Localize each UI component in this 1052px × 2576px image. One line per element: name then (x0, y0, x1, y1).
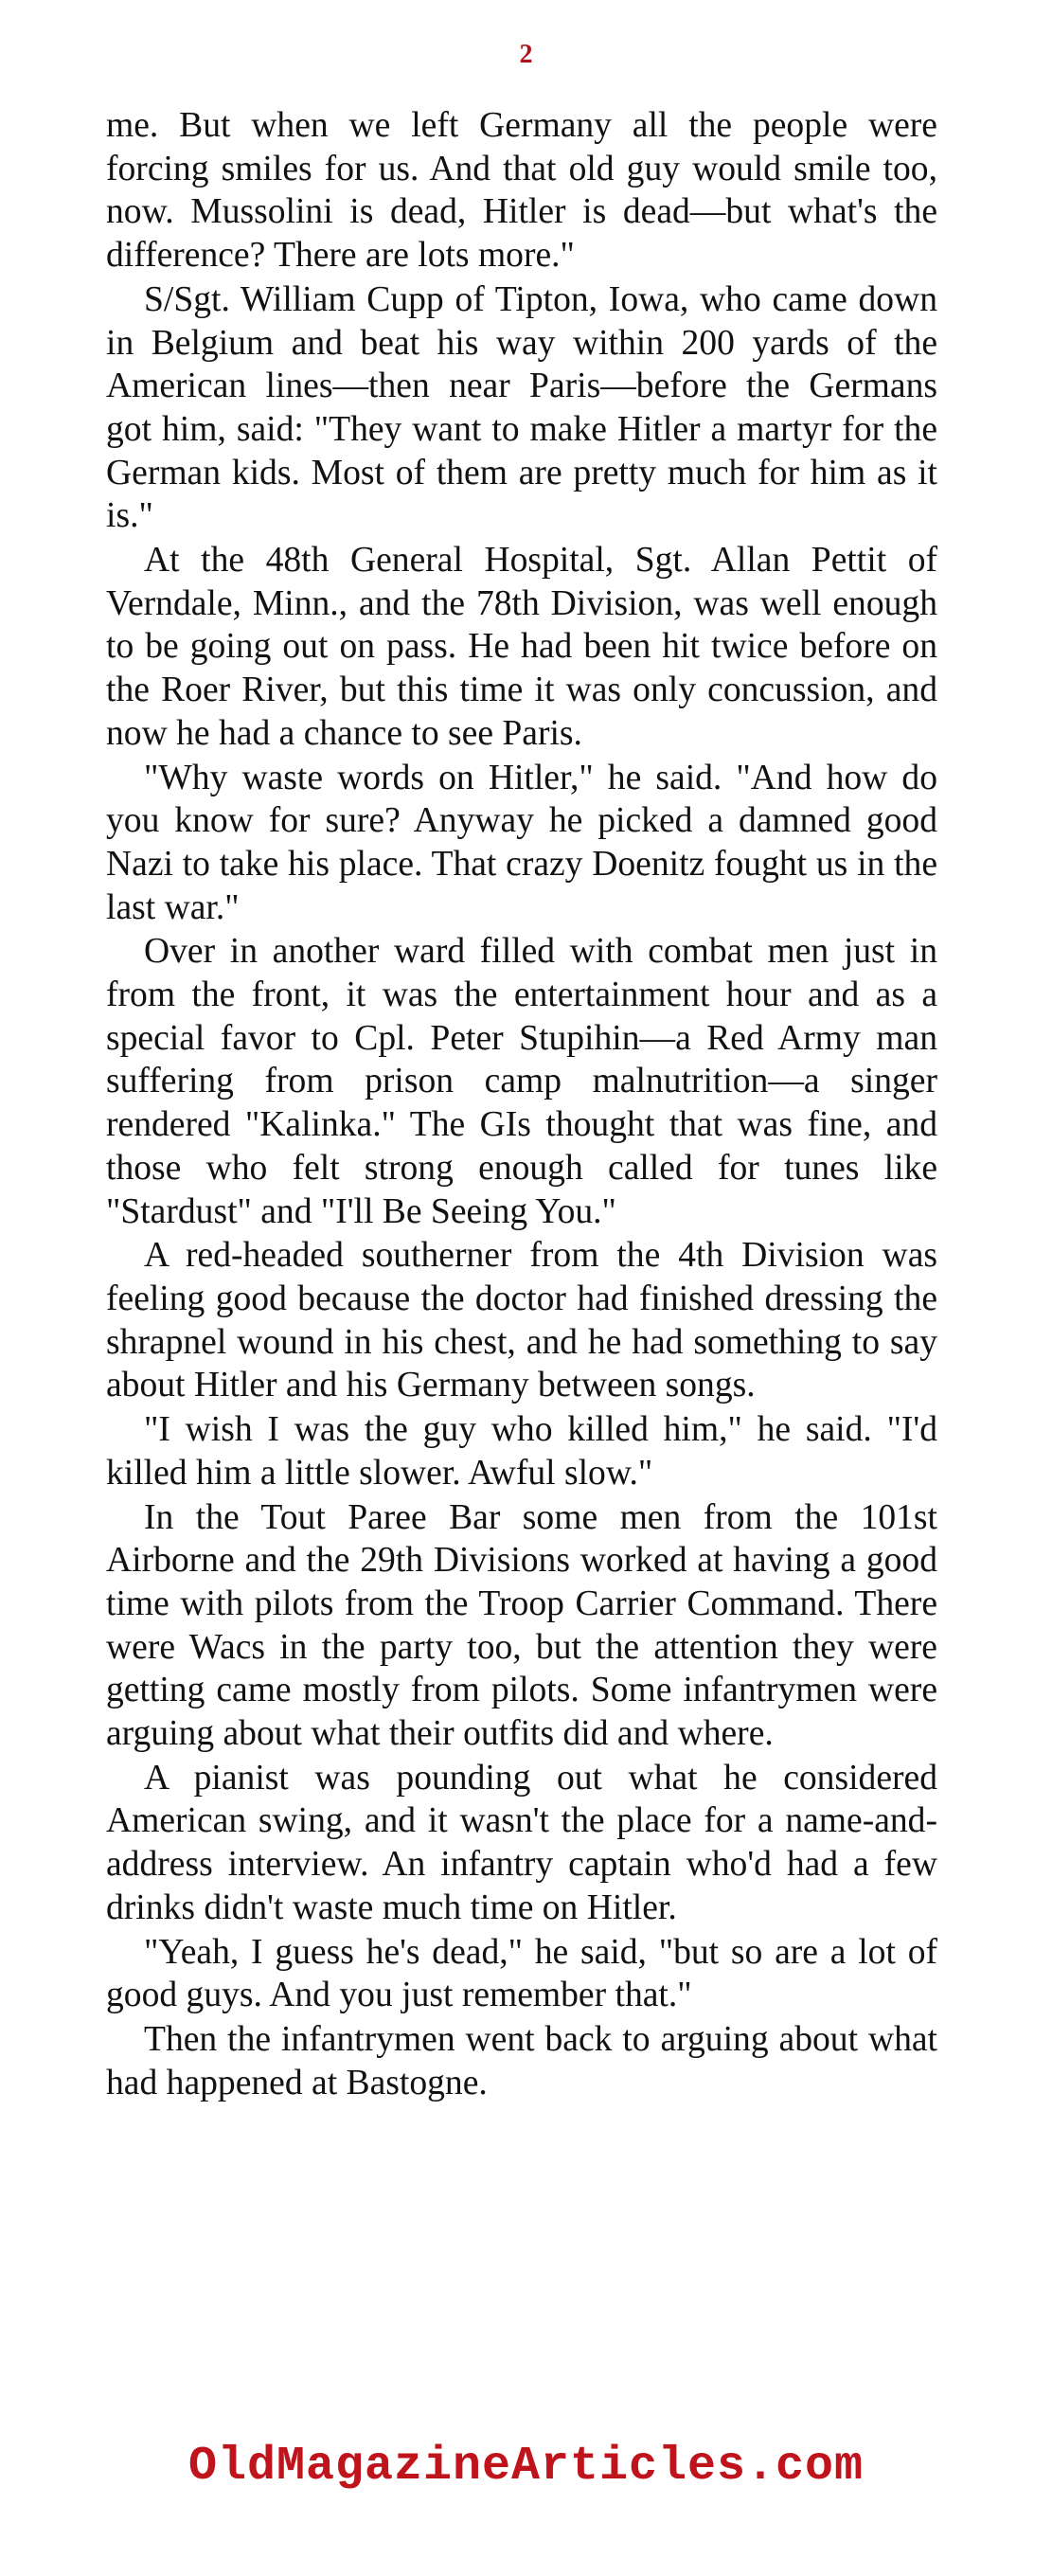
paragraph-closing: Then the infantrymen went back to arguing about what had happened at Bastogne. (106, 2019, 937, 2102)
paragraph-pettit: At the 48th General Hospital, Sgt. Allan Pettit of Verndale, Minn., and the 78th Division, was well enough to be going out on pass. He had been hit twice before on the Roer River, but this time it was only concussion, and now he had a chance to see Paris. (106, 541, 937, 753)
paragraph-captain-quote: "Yeah, I guess he's dead," he said, "but so are a lot of good guys. And you just remember that." (106, 1932, 937, 2015)
paragraph-continuation: me. But when we left Germany all the people were forcing smiles for us. And that old guy would smile too, now. Mussolini is dead, Hitler is dead—but what's the difference? There are lots more." (106, 106, 937, 276)
paragraph-pianist: A pianist was pounding out what he considered American swing, and it wasn't the place for a name-and-address interview. An infantry captain who'd had a few drinks didn't waste much time on Hitler. (106, 1758, 937, 1927)
paragraph-southerner-quote: "I wish I was the guy who killed him," he said. "I'd killed him a little slower. Awful slow." (106, 1410, 937, 1493)
paragraph-cupp: S/Sgt. William Cupp of Tipton, Iowa, who came down in Belgium and beat his way within 200 yards of the American lines—then near Paris—before the Germans got him, said: "They want to make Hitler a martyr for the German kids. Most of them are pretty much for him as it is." (106, 279, 937, 536)
paragraph-tout-paree-bar: In the Tout Paree Bar some men from the 101st Airborne and the 29th Divisions worked at having a good time with pilots from the Troop Carrier Command. There were Wacs in the party too, but the attention they were getting came mostly from pilots. Some infantrymen were arguing about what their outfits did and where. (106, 1497, 937, 1754)
article-body (106, 104, 937, 2105)
paragraph-pettit-quote: "Why waste words on Hitler," he said. "And how do you know for sure? Anyway he picked a damned good Nazi to take his place. That crazy Doenitz fought us in the last war." (106, 758, 937, 927)
paragraph-ward: Over in another ward filled with combat men just in from the front, it was the entertainment hour and as a special favor to Cpl. Peter Stupihin—a Red Army man suffering from prison camp malnutrition—a singer rendered "Kalinka." The GIs thought that was fine, and those who felt strong enough called for tunes like "Stardust" and "I'll Be Seeing You." (106, 932, 937, 1231)
site-footer-link[interactable]: OldMagazineArticles.com (187, 2440, 865, 2494)
paragraph-southerner: A red-headed southerner from the 4th Division was feeling good because the doctor had finished dressing the shrapnel wound in his chest, and he had something to say about Hitler and his Germany between songs. (106, 1236, 937, 1405)
page-number: 2 (519, 40, 533, 69)
